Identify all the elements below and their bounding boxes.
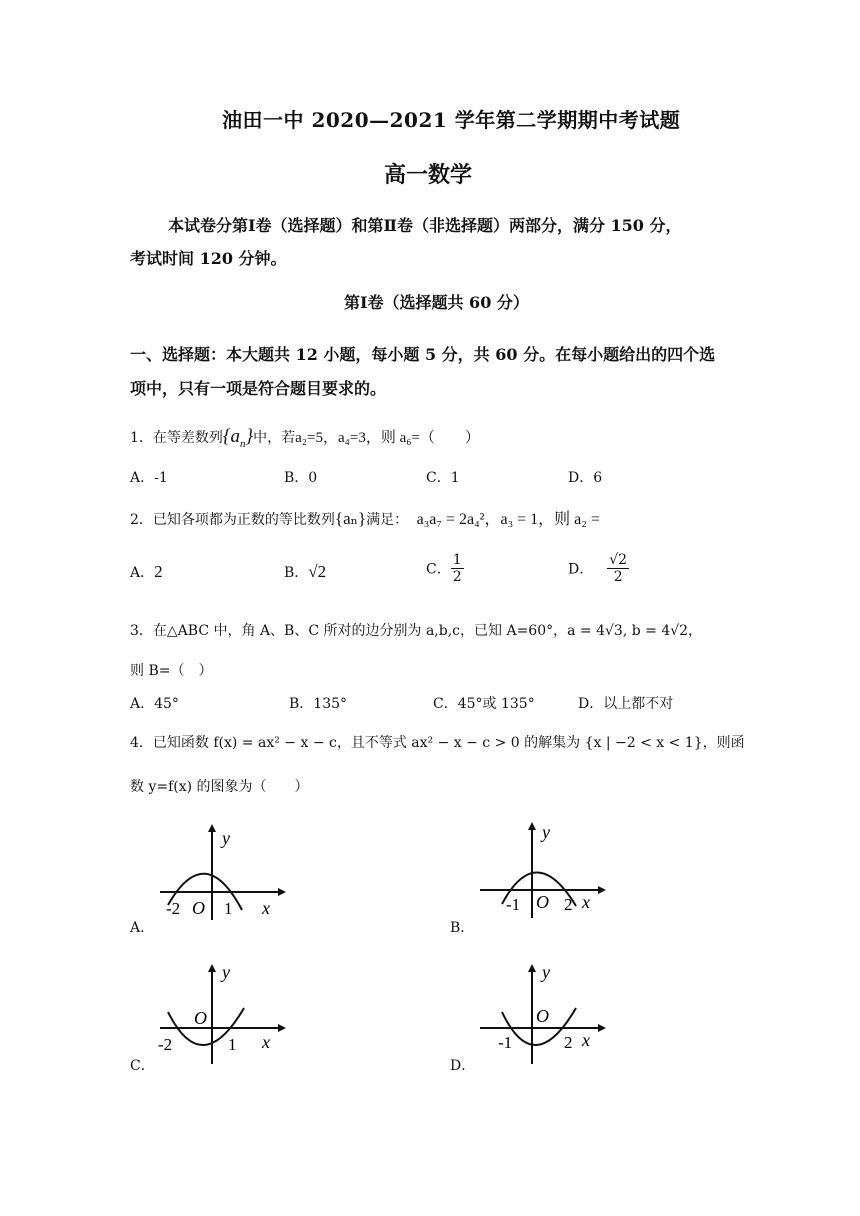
origin-label: O — [192, 898, 205, 918]
q2-equation: a₃a₇ = 2a₄²，a₃ = 1，则 a₂ = — [416, 511, 600, 528]
intro-line-1: 本试卷分第Ⅰ卷（选择题）和第Ⅱ卷（非选择题）两部分，满分 150 分， — [168, 216, 682, 235]
x-label: x — [262, 898, 270, 918]
question-4-stem-line-1: 4．已知函数 f(x) = ax² − x − c，且不等式 ax² − x − c > 0 的解集为 {x | −2 < x < 1}，则函 — [130, 735, 745, 751]
q1-option-a: A．-1 — [130, 470, 168, 486]
q4-option-d: D． — [450, 1058, 476, 1074]
q2-option-c — [426, 552, 464, 585]
left-root-label: -1 — [506, 895, 521, 914]
y-label: y — [222, 828, 230, 848]
q3-option-b: B．135° — [289, 696, 348, 712]
q2-option-c-label: C． — [426, 561, 451, 578]
x-label: x — [262, 1032, 270, 1052]
q2-sequence: {aₙ} — [334, 509, 367, 528]
q2-prefix: 2．已知各项都为正数的等比数列 — [130, 512, 335, 528]
q4-graph-d — [476, 960, 616, 1070]
q4-graph-a — [150, 820, 290, 930]
left-root-label: -2 — [166, 899, 181, 918]
q2-option-b-label: B． — [284, 565, 309, 581]
x-label: x — [582, 1030, 590, 1050]
y-label: y — [542, 962, 550, 982]
q3-option-d: D．以上都不对 — [578, 696, 674, 712]
q2-option-c-fraction: $\frac{1}{2}$ — [452, 552, 462, 585]
intro-line-2: 考试时间 120 分钟。 — [130, 249, 287, 268]
q1-condition: a₂=5，a₄=3，则 a₆=（ ） — [295, 430, 480, 446]
q1-option-c: C．1 — [426, 470, 460, 486]
right-root-label: 2 — [564, 1033, 573, 1052]
q1-option-b: B．0 — [284, 470, 318, 486]
origin-label: O — [194, 1008, 207, 1028]
q4-graph-b — [476, 818, 616, 928]
q4-option-b: B． — [450, 920, 475, 936]
q2-option-a-label: A． — [130, 565, 155, 581]
x-label: x — [582, 892, 590, 912]
question-3-stem-line-2: 则 B=（ ） — [130, 663, 213, 679]
origin-label: O — [536, 892, 549, 912]
q2-mid: 满足： — [366, 512, 409, 528]
q2-option-a — [130, 562, 163, 582]
q2-option-d-fraction: $\frac{√2}{2}$ — [609, 552, 628, 585]
y-label: y — [222, 962, 230, 982]
question-4-stem-line-2: 数 y=f(x) 的图象为（ ） — [130, 779, 309, 795]
q4-option-c: C． — [130, 1058, 155, 1074]
left-root-label: -2 — [158, 1035, 173, 1054]
q3-option-a: A．45° — [130, 696, 179, 712]
q1-option-d: D．6 — [568, 470, 603, 486]
q3-option-c: C．45°或 135° — [433, 696, 535, 712]
instructions-line-1: 一、选择题：本大题共 12 小题，每小题 5 分，共 60 分。在每小题给出的四个选 — [130, 345, 716, 364]
left-root-label: -1 — [498, 1033, 513, 1052]
subject-title: 高一数学 — [384, 162, 473, 188]
y-label: y — [542, 822, 550, 842]
right-root-label: 2 — [564, 895, 573, 914]
q2-option-b-value: √2 — [308, 562, 327, 581]
part-title: 第Ⅰ卷（选择题共 60 分） — [344, 293, 529, 312]
q1-mid: 中，若 — [253, 430, 296, 446]
instructions-line-2: 项中，只有一项是符合题目要求的。 — [130, 379, 387, 398]
q2-option-d-label: D． — [568, 561, 594, 578]
q2-option-d — [568, 552, 629, 585]
origin-label: O — [536, 1006, 549, 1026]
q2-option-a-value: 2 — [154, 562, 163, 581]
question-1-stem — [130, 426, 480, 450]
q4-graph-c — [150, 960, 290, 1070]
right-root-label: 1 — [228, 1035, 237, 1054]
q2-option-b — [284, 562, 326, 582]
question-2-stem — [130, 506, 600, 529]
q1-sequence: $\{a_n\}$ — [222, 426, 254, 450]
q1-prefix: 1．在等差数列 — [130, 430, 223, 446]
right-root-label: 1 — [224, 899, 233, 918]
exam-title: 油田一中 2020—2021 学年第二学期期中考试题 — [222, 108, 681, 132]
question-3-stem-line-1: 3．在△ABC 中，角 A、B、C 所对的边分别为 a,b,c，已知 A=60°，a = 4√3, b = 4√2， — [130, 623, 703, 639]
q4-option-a: A． — [130, 920, 155, 936]
